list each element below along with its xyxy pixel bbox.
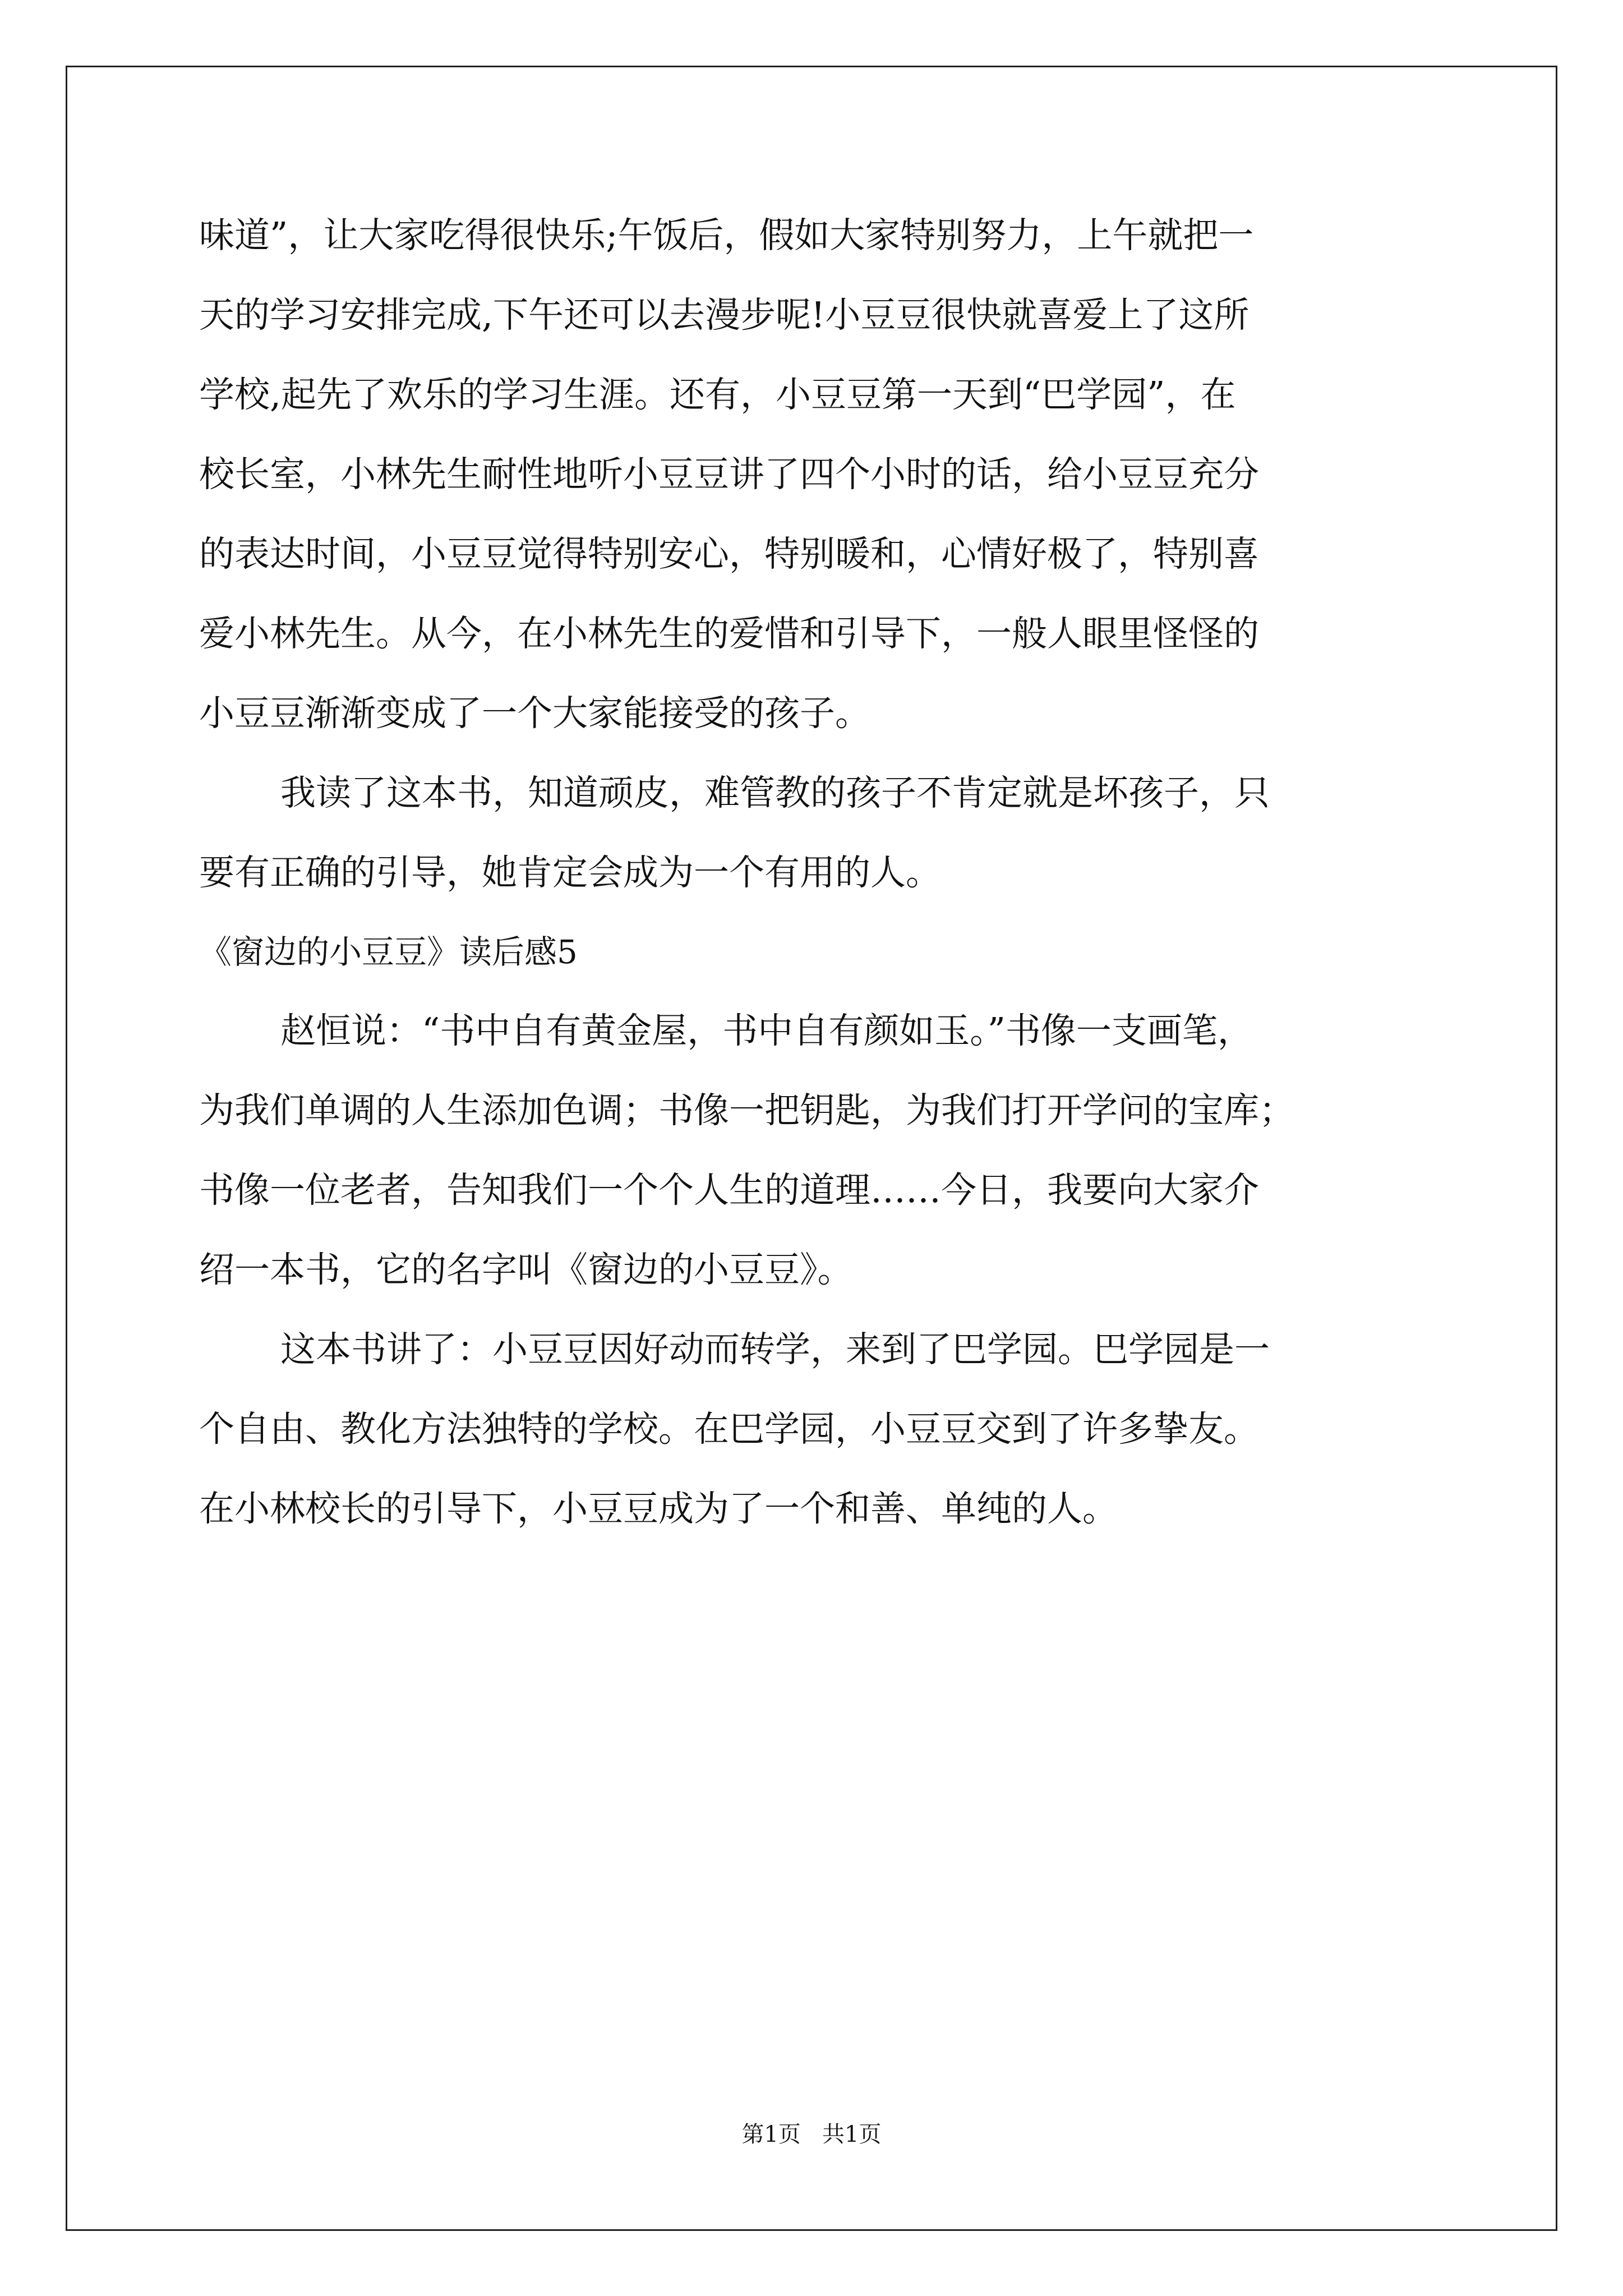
section-heading: 《窗边的小豆豆》读后感5 <box>199 933 578 971</box>
text-line-5: 的表达时间，小豆豆觉得特别安心，特别暖和，心情好极了，特别喜 <box>199 533 1259 574</box>
page-footer: 第1页 共1页 <box>741 2122 882 2147</box>
text-line-7: 小豆豆渐渐变成了一个大家能接受的孩子。 <box>199 693 870 734</box>
text-line-16: 个自由、教化方法独特的学校。在巴学园，小豆豆交到了许多挚友。 <box>199 1409 1259 1450</box>
text-line-14: 绍一本书，它的名字叫《窗边的小豆豆》。 <box>199 1249 853 1290</box>
text-line-3: 学校,起先了欢乐的学习生涯。还有，小豆豆第一天到“巴学园”，在 <box>199 374 1236 415</box>
text-line-13: 书像一位老者，告知我们一个个人生的道理……今日，我要向大家介 <box>199 1170 1259 1211</box>
text-line-11: 赵恒说：“书中自有黄金屋，书中自有颜如玉。”书像一支画笔， <box>280 1010 1253 1051</box>
text-line-8: 我读了这本书，知道顽皮，难管教的孩子不肯定就是坏孩子，只 <box>280 772 1270 813</box>
text-line-15: 这本书讲了：小豆豆因好动而转学，来到了巴学园。巴学园是一 <box>280 1329 1270 1370</box>
text-line-12: 为我们单调的人生添加色调；书像一把钥匙，为我们打开学问的宝库； <box>199 1090 1294 1131</box>
text-line-2: 天的学习安排完成,下午还可以去漫步呢!小豆豆很快就喜爱上了这所 <box>199 295 1249 335</box>
text-line-17: 在小林校长的引导下，小豆豆成为了一个和善、单纯的人。 <box>199 1488 1118 1529</box>
text-line-4: 校长室，小林先生耐性地听小豆豆讲了四个小时的话，给小豆豆充分 <box>199 454 1259 495</box>
text-line-9: 要有正确的引导，她肯定会成为一个有用的人。 <box>199 852 941 893</box>
text-line-1: 味道”，让大家吃得很快乐;午饭后，假如大家特别努力，上午就把一 <box>199 215 1254 256</box>
text-line-6: 爱小林先生。从今，在小林先生的爱惜和引导下，一般人眼里怪怪的 <box>199 613 1259 654</box>
